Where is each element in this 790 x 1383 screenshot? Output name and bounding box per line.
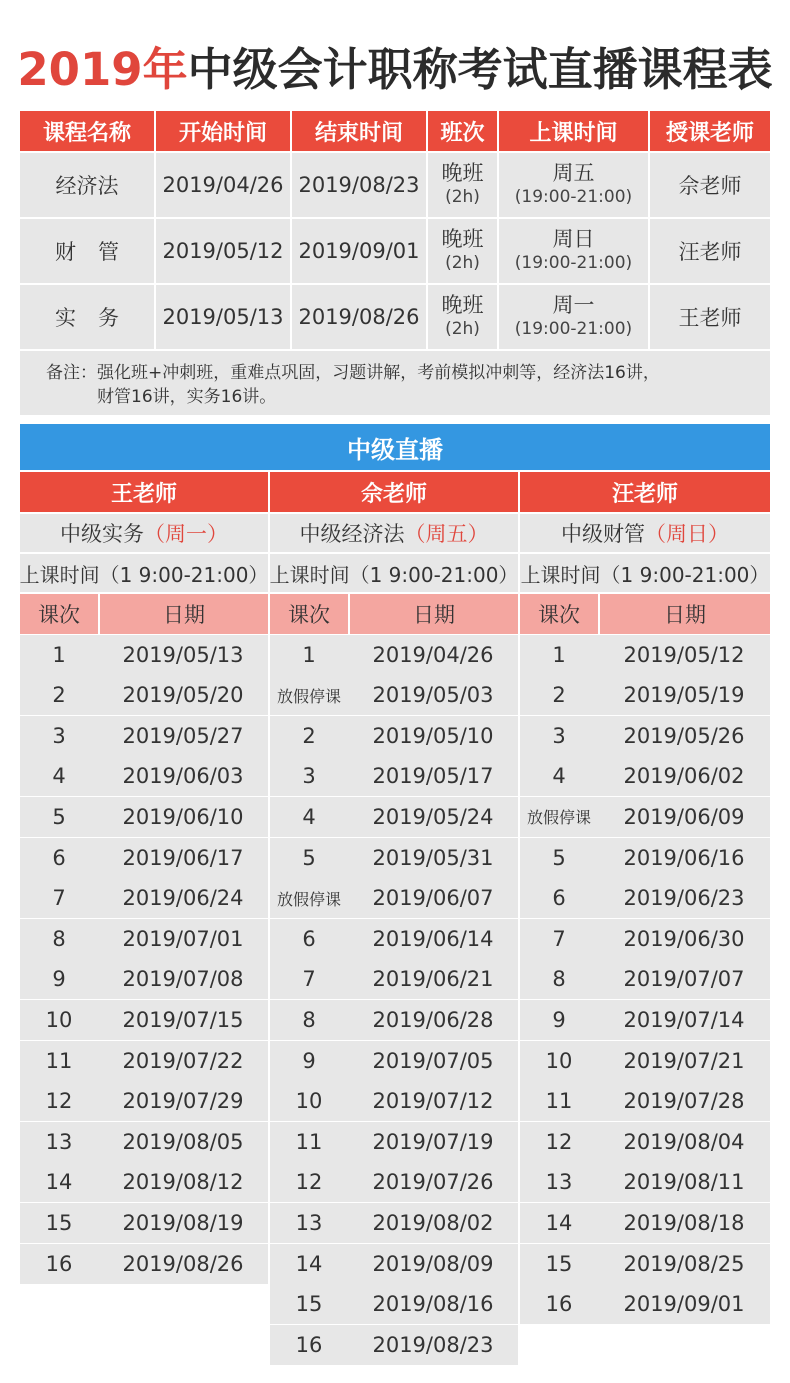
schedule-row: [20, 1203, 268, 1243]
lesson-number: 10: [545, 1048, 573, 1073]
schedule-row: [520, 919, 770, 959]
lesson-number: 16: [295, 1332, 323, 1357]
lesson-date: 2019/07/07: [623, 967, 745, 992]
start-date: 2019/05/13: [156, 283, 292, 349]
lesson-number: 11: [545, 1089, 573, 1114]
schedule-row: [270, 1081, 518, 1121]
lesson-number: 13: [545, 1170, 573, 1195]
lesson-date: 2019/06/24: [122, 886, 244, 911]
lesson-number: 10: [295, 1089, 323, 1114]
lesson-date: 2019/07/12: [372, 1089, 494, 1114]
lesson-number: 8: [302, 1007, 316, 1032]
lesson-date: 2019/07/26: [372, 1170, 494, 1195]
date-header: 日期: [98, 594, 268, 634]
lesson-date: 2019/07/05: [372, 1048, 494, 1073]
end-date: 2019/08/23: [292, 151, 428, 217]
lesson-date: 2019/08/26: [122, 1251, 244, 1276]
schedule-row: [520, 716, 770, 756]
live-banner: 中级直播: [20, 424, 770, 470]
lesson-number: 4: [52, 764, 66, 789]
lesson-number: 5: [52, 804, 66, 829]
lesson-date: 2019/06/17: [122, 845, 244, 870]
course-row: [270, 512, 518, 552]
lesson-number: 9: [552, 1007, 566, 1032]
schedule-row: [520, 675, 770, 715]
lesson-number: 14: [295, 1251, 323, 1276]
schedule-column: [520, 472, 770, 1324]
lesson-date: 2019/07/29: [122, 1089, 244, 1114]
lesson-number: 3: [52, 723, 66, 748]
schedule-row: [20, 756, 268, 796]
shift-label: 晚班: [441, 161, 484, 185]
schedule-row: [520, 1244, 770, 1284]
class-time-row: 上课时间（1 9:00-21:00）: [520, 552, 770, 592]
column-subheader: [20, 594, 268, 634]
schedule-row: [270, 1284, 518, 1324]
lesson-date: 2019/05/13: [122, 642, 244, 667]
schedule-row: [20, 959, 268, 999]
shift-label: 晚班: [441, 293, 484, 317]
lesson-date: 2019/08/23: [372, 1332, 494, 1357]
lesson-date: 2019/05/19: [623, 683, 745, 708]
schedule-row: [270, 838, 518, 878]
lesson-number: 8: [52, 926, 66, 951]
schedule-row: [270, 756, 518, 796]
lesson-date: 2019/07/28: [623, 1089, 745, 1114]
lesson-date: 2019/06/07: [372, 886, 494, 911]
lesson-date: 2019/08/11: [623, 1170, 745, 1195]
lesson-date: 2019/08/18: [623, 1210, 745, 1235]
schedule-row: [520, 1162, 770, 1202]
note: [20, 349, 770, 415]
course-day: （周五）: [404, 522, 489, 546]
schedule-row: [270, 675, 518, 715]
summary-header-row: [20, 111, 770, 151]
lesson-number: 13: [45, 1129, 73, 1154]
shift-duration: (2h): [445, 319, 480, 339]
lesson-number: 15: [45, 1210, 73, 1235]
page-title: [0, 30, 790, 110]
schedule-row: [520, 1000, 770, 1040]
lesson-date: 2019/06/02: [623, 764, 745, 789]
lesson-date: 2019/07/22: [122, 1048, 244, 1073]
lesson-date: 2019/08/25: [623, 1251, 745, 1276]
schedule-row: [520, 797, 770, 837]
schedule-row: [270, 635, 518, 675]
course-name-text: 实务: [55, 306, 141, 330]
summary-row: [20, 217, 770, 283]
header-shift: 班次: [428, 111, 499, 151]
lesson-number: 放假停课: [526, 808, 591, 828]
header-end-time: 结束时间: [292, 111, 428, 151]
lesson-number: 11: [295, 1129, 323, 1154]
schedule-row: [20, 797, 268, 837]
lesson-number: 12: [45, 1089, 73, 1114]
lesson-date: 2019/06/28: [372, 1007, 494, 1032]
class-time: [499, 217, 650, 283]
lesson-date: 2019/07/19: [372, 1129, 494, 1154]
schedule-row: [270, 959, 518, 999]
class-hours: (19:00-21:00): [514, 253, 633, 273]
lesson-number: 4: [552, 764, 566, 789]
start-date: 2019/05/12: [156, 217, 292, 283]
teacher-header: 佘老师: [270, 472, 518, 512]
course-name: 中级财管: [561, 522, 645, 546]
lesson-date: 2019/06/10: [122, 804, 244, 829]
course-name-text: 财管: [55, 240, 141, 264]
lesson-number: 15: [545, 1251, 573, 1276]
lesson-number: 放假停课: [276, 889, 341, 909]
lesson-date: 2019/05/20: [122, 683, 244, 708]
class-day: 周日: [552, 227, 595, 251]
shift-duration: (2h): [445, 187, 480, 207]
class-time: [499, 151, 650, 217]
schedule-row: [20, 716, 268, 756]
lesson-date: 2019/04/26: [372, 642, 494, 667]
lesson-date: 2019/06/30: [623, 926, 745, 951]
schedule-row: [270, 1041, 518, 1081]
summary-row: [20, 151, 770, 217]
course-name-text: 经济法: [55, 174, 119, 198]
lesson-number: 6: [552, 886, 566, 911]
lesson-date: 2019/08/04: [623, 1129, 745, 1154]
lesson-number: 3: [302, 764, 316, 789]
lesson-date: 2019/08/16: [372, 1292, 494, 1317]
lesson-number: 5: [552, 845, 566, 870]
schedule-row: [270, 1122, 518, 1162]
lesson-number: 7: [52, 886, 66, 911]
lesson-date: 2019/05/26: [623, 723, 745, 748]
lesson-date: 2019/07/14: [623, 1007, 745, 1032]
schedule-row: [520, 1041, 770, 1081]
lesson-date: 2019/05/31: [372, 845, 494, 870]
lesson-number: 9: [302, 1048, 316, 1073]
teacher-header: 王老师: [20, 472, 268, 512]
schedule-row: [270, 1000, 518, 1040]
end-date: 2019/08/26: [292, 283, 428, 349]
lesson-number: 14: [45, 1170, 73, 1195]
schedule-row: [20, 1122, 268, 1162]
schedule-row: [520, 1284, 770, 1324]
note-line-2: 财管16讲，实务16讲。: [97, 387, 277, 407]
class-day: 周五: [552, 161, 595, 185]
schedule-row: [270, 1203, 518, 1243]
lesson-number: 7: [302, 967, 316, 992]
schedule-row: [520, 635, 770, 675]
column-subheader: [270, 594, 518, 634]
title-text: 中级会计职称考试直播课程表: [187, 43, 773, 96]
column-subheader: [520, 594, 770, 634]
course-row: [20, 512, 268, 552]
lesson-number: 2: [302, 723, 316, 748]
schedule-row: [20, 1244, 268, 1284]
lesson-number: 13: [295, 1210, 323, 1235]
class-time-row: 上课时间（1 9:00-21:00）: [20, 552, 268, 592]
lesson-date: 2019/08/12: [122, 1170, 244, 1195]
lesson-date: 2019/09/01: [623, 1292, 745, 1317]
shift: [428, 283, 499, 349]
lesson-date: 2019/08/09: [372, 1251, 494, 1276]
lesson-number: 12: [545, 1129, 573, 1154]
lesson-number: 6: [302, 926, 316, 951]
header-class-time: 上课时间: [499, 111, 650, 151]
schedule-row: [520, 959, 770, 999]
lesson-number: 2: [52, 683, 66, 708]
lesson-number: 16: [45, 1251, 73, 1276]
teacher: 佘老师: [650, 151, 770, 217]
lesson-date: 2019/05/03: [372, 683, 494, 708]
lesson-number: 3: [552, 723, 566, 748]
lesson-date: 2019/05/24: [372, 804, 494, 829]
course-day: （周日）: [645, 522, 729, 546]
lesson-number: 8: [552, 967, 566, 992]
schedule-row: [270, 878, 518, 918]
class-hours: (19:00-21:00): [514, 319, 633, 339]
shift: [428, 217, 499, 283]
lesson-number: 6: [52, 845, 66, 870]
lesson-number: 4: [302, 804, 316, 829]
schedule-row: [520, 1203, 770, 1243]
course-name: [20, 283, 156, 349]
course-name: [20, 151, 156, 217]
schedule-row: [520, 838, 770, 878]
header-start-time: 开始时间: [156, 111, 292, 151]
class-time: [499, 283, 650, 349]
lesson-number: 1: [302, 642, 316, 667]
lesson-date: 2019/08/02: [372, 1210, 494, 1235]
schedule-row: [20, 1081, 268, 1121]
schedule-row: [520, 1081, 770, 1121]
lesson-date: 2019/07/21: [623, 1048, 745, 1073]
lesson-number-header: 课次: [38, 603, 80, 627]
lesson-number: 1: [52, 642, 66, 667]
course-name: 中级经济法: [299, 522, 405, 546]
lesson-date: 2019/06/09: [623, 804, 745, 829]
shift-label: 晚班: [441, 227, 484, 251]
date-header: 日期: [598, 594, 770, 634]
lesson-number: 7: [552, 926, 566, 951]
schedule-row: [520, 878, 770, 918]
schedule-row: [270, 1325, 518, 1365]
schedule-row: [270, 919, 518, 959]
schedule-row: [520, 756, 770, 796]
lesson-date: 2019/05/17: [372, 764, 494, 789]
course-name: 中级实务: [60, 522, 144, 546]
schedule-row: [20, 838, 268, 878]
start-date: 2019/04/26: [156, 151, 292, 217]
lesson-date: 2019/05/27: [122, 723, 244, 748]
note-line-1: 备注：强化班+冲刺班，重难点巩固，习题讲解，考前模拟冲刺等，经济法16讲，: [46, 363, 660, 383]
lesson-date: 2019/08/19: [122, 1210, 244, 1235]
schedule-row: [270, 1162, 518, 1202]
header-teacher: 授课老师: [650, 111, 770, 151]
lesson-date: 2019/06/03: [122, 764, 244, 789]
lesson-date: 2019/06/23: [623, 886, 745, 911]
lesson-date: 2019/05/12: [623, 642, 745, 667]
lesson-number: 2: [552, 683, 566, 708]
lesson-number: 5: [302, 845, 316, 870]
lesson-number: 1: [552, 642, 566, 667]
lesson-date: 2019/05/10: [372, 723, 494, 748]
teacher-header: 汪老师: [520, 472, 770, 512]
schedule-row: [270, 716, 518, 756]
schedule-column: [270, 472, 518, 1365]
lesson-number: 10: [45, 1007, 73, 1032]
schedule-row: [520, 1122, 770, 1162]
schedule-row: [270, 1244, 518, 1284]
schedule-column: [20, 472, 268, 1284]
schedule-row: [270, 797, 518, 837]
lesson-date: 2019/06/16: [623, 845, 745, 870]
lesson-number: 9: [52, 967, 66, 992]
lesson-number-header: 课次: [538, 603, 580, 627]
summary-row: [20, 283, 770, 349]
shift: [428, 151, 499, 217]
shift-duration: (2h): [445, 253, 480, 273]
course-name: [20, 217, 156, 283]
header-course-name: 课程名称: [20, 111, 156, 151]
class-day: 周一: [552, 293, 595, 317]
course-row: [520, 512, 770, 552]
lesson-number: 16: [545, 1292, 573, 1317]
schedule-row: [20, 635, 268, 675]
lesson-date: 2019/08/05: [122, 1129, 244, 1154]
teacher: 汪老师: [650, 217, 770, 283]
date-header: 日期: [348, 594, 518, 634]
schedule-row: [20, 1041, 268, 1081]
teacher: 王老师: [650, 283, 770, 349]
lesson-date: 2019/06/21: [372, 967, 494, 992]
lesson-number: 11: [45, 1048, 73, 1073]
lesson-number: 15: [295, 1292, 323, 1317]
lesson-date: 2019/07/01: [122, 926, 244, 951]
schedule-row: [20, 878, 268, 918]
schedule-row: [20, 1162, 268, 1202]
lesson-number: 12: [295, 1170, 323, 1195]
lesson-number: 14: [545, 1210, 573, 1235]
course-day: （周一）: [144, 522, 228, 546]
lesson-date: 2019/06/14: [372, 926, 494, 951]
lesson-date: 2019/07/15: [122, 1007, 244, 1032]
schedule-row: [20, 919, 268, 959]
course-summary-table: [20, 111, 770, 415]
class-hours: (19:00-21:00): [514, 187, 633, 207]
schedule-row: [20, 1000, 268, 1040]
lesson-number: 放假停课: [276, 686, 341, 706]
schedule-row: [20, 675, 268, 715]
title-year: 2019年: [17, 43, 188, 96]
end-date: 2019/09/01: [292, 217, 428, 283]
class-time-row: 上课时间（1 9:00-21:00）: [270, 552, 518, 592]
lesson-number-header: 课次: [288, 603, 330, 627]
lesson-date: 2019/07/08: [122, 967, 244, 992]
